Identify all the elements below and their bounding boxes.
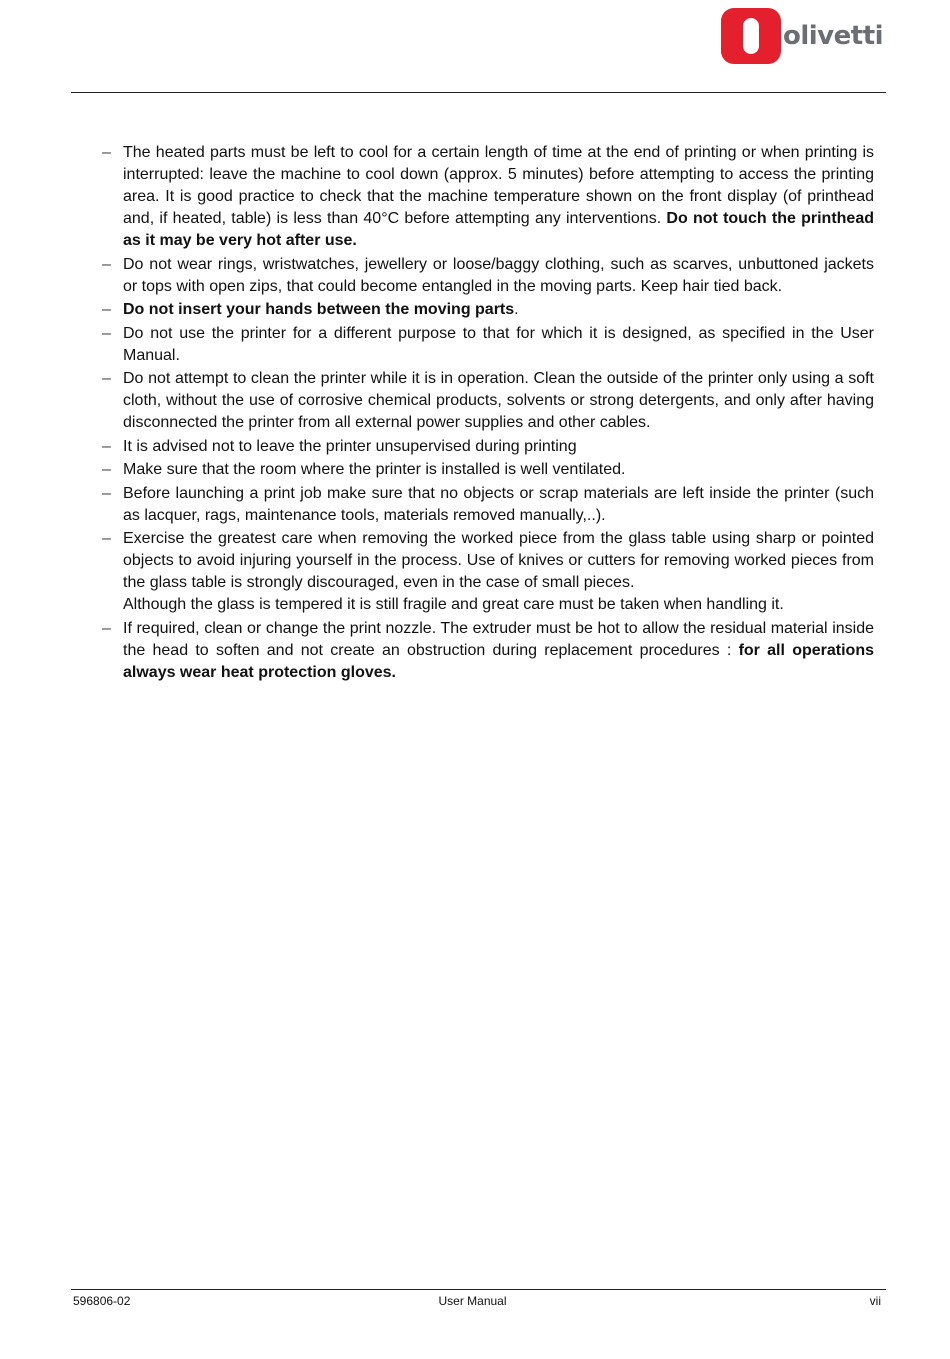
dash-bullet-icon: –: [102, 255, 111, 273]
item-text-segment: Do not wear rings, wristwatches, jewellery or loose/baggy clothing, such as scarves, unbuttoned jackets or tops with open zips, that could become entangled in the moving parts. Keep hair tied back.: [123, 255, 874, 295]
safety-item-text: [123, 254, 874, 298]
item-text-segment: The heated parts must be left to cool for a certain length of time at the end of printing or when printing is interrupted: leave the machine to cool down (approx. 5 minutes) before attempting to access the printing area. It is good practice to check that the machine temperature shown on the front display (of printhead and, if heated, table) is less than 40°C before attempting any interventions.: [123, 144, 874, 227]
dash-bullet-icon: –: [102, 530, 111, 547]
dash-bullet-icon: –: [102, 619, 111, 637]
safety-list-item: [102, 254, 874, 298]
dash-bullet-icon: –: [102, 484, 111, 502]
safety-item-text: [123, 618, 874, 684]
footer-divider: [71, 1289, 886, 1290]
safety-list: [102, 142, 874, 684]
footer-page-number: vii: [869, 1294, 881, 1308]
logo-mark-icon: [721, 8, 781, 64]
safety-list-item: [102, 142, 874, 252]
olivetti-logo: [719, 6, 885, 66]
safety-list-item: [102, 323, 874, 367]
item-text-segment: .: [514, 301, 519, 318]
safety-item-text: [123, 368, 874, 434]
safety-item-text: [123, 528, 874, 594]
safety-content: [102, 142, 874, 685]
item-text-segment: Do not use the printer for a different purpose to that for which it is designed, as specified in the User Manual.: [123, 324, 874, 364]
safety-list-item: [102, 299, 874, 321]
safety-list-item: [102, 436, 874, 458]
footer-title: User Manual: [438, 1294, 507, 1308]
safety-list-item: [102, 528, 874, 616]
dash-bullet-icon: –: [102, 461, 111, 478]
logo-wordmark: olivetti: [783, 21, 884, 51]
safety-list-item: [102, 618, 874, 684]
item-text-segment: Before launching a print job make sure that no objects or scrap materials are left inside the printer (such as lacquer, rags, maintenance tools, materials removed manually,..).: [123, 484, 874, 524]
bold-warning-text: for all operations always wear heat protection gloves.: [123, 641, 874, 681]
dash-bullet-icon: –: [102, 144, 111, 161]
safety-list-item: [102, 368, 874, 434]
safety-item-text: [123, 483, 874, 527]
footer-doc-code: 596806-02: [73, 1294, 131, 1308]
dash-bullet-icon: –: [102, 370, 111, 387]
safety-item-text: [123, 299, 874, 321]
safety-list-item: [102, 459, 874, 481]
bold-warning-text: Do not touch the printhead as it may be very hot after use.: [123, 210, 874, 249]
header-divider: [71, 92, 886, 93]
safety-item-text: [123, 436, 874, 458]
dash-bullet-icon: –: [102, 324, 111, 342]
safety-list-item: [102, 483, 874, 527]
item-text-segment: Do not attempt to clean the printer while it is in operation. Clean the outside of the printer only using a soft cloth, without the use of corrosive chemical products, solvents or strong detergents, and only after having disconnected the printer from all external power supplies and other cables.: [123, 370, 874, 431]
item-text-segment: Make sure that the room where the printer is installed is well ventilated.: [123, 461, 626, 478]
item-text-segment: If required, clean or change the print nozzle. The extruder must be hot to allow the residual material inside the head to soften and not create an obstruction during replacement procedures :: [123, 619, 874, 659]
dash-bullet-icon: –: [102, 301, 111, 318]
safety-item-text: [123, 323, 874, 367]
dash-bullet-icon: –: [102, 437, 111, 455]
bold-warning-text: Do not insert your hands between the moving parts: [123, 301, 515, 318]
safety-item-note: Although the glass is tempered it is still fragile and great care must be taken when handling it.: [123, 596, 784, 613]
item-text-segment: Exercise the greatest care when removing the worked piece from the glass table using sharp or pointed objects to avoid injuring yourself in the process. Use of knives or cutters for removing worked pieces from the glass table is strongly discouraged, even in the case of small pieces.: [123, 530, 874, 591]
safety-item-text: [123, 142, 874, 252]
safety-item-text: [123, 459, 874, 481]
item-text-segment: It is advised not to leave the printer unsupervised during printing: [123, 437, 577, 455]
